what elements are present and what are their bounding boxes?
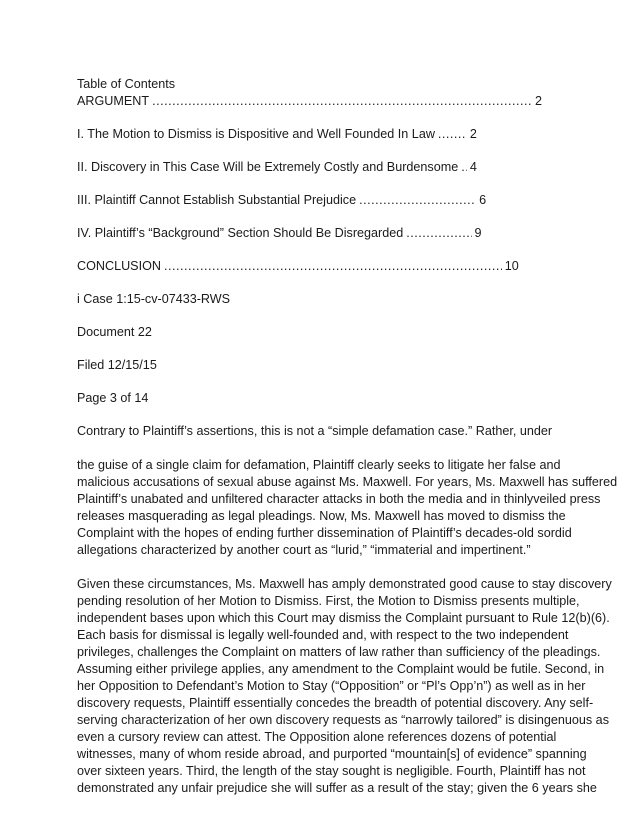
paragraph-line: her Opposition to Defendant’s Motion to Stay (“Opposition” or “Pl’s Opp’n”) as well as in her — [77, 679, 586, 693]
paragraph-2 — [77, 576, 612, 797]
intro-line: Contrary to Plaintiff’s assertions, this is not a “simple defamation case.” Rather, under — [77, 424, 553, 438]
paragraph-line: independent bases upon which this Court may dismiss the Complaint pursuant to Rule 12(b)(6). — [77, 611, 610, 625]
page-count: Page 3 of 14 — [77, 391, 149, 405]
paragraph-line: discovery requests, Plaintiff essentially concedes the breadth of potential discovery. Any self- — [77, 696, 594, 710]
toc-heading: Table of Contents — [77, 77, 176, 91]
toc-entry-title: II. Discovery in This Case Will be Extremely Costly and Burdensome — [77, 160, 459, 174]
paragraph-line: Each basis for dismissal is legally well-founded and, with respect to the two independent — [77, 628, 569, 642]
toc-entry-page: 2 — [469, 127, 477, 141]
toc-entry-page: 2 — [534, 94, 542, 108]
paragraph-line: malicious accusations of sexual abuse against Ms. Maxwell. For years, Ms. Maxwell has suffered — [77, 475, 618, 489]
toc-entry-title: III. Plaintiff Cannot Establish Substantial Prejudice — [77, 193, 357, 207]
paragraph-line: Given these circumstances, Ms. Maxwell has amply demonstrated good cause to stay discovery — [77, 577, 612, 591]
paragraph-line: privileges, challenges the Complaint on matters of law rather than sufficiency of the pleadings. — [77, 645, 601, 659]
toc-leader — [152, 93, 532, 110]
filed-date: Filed 12/15/15 — [77, 358, 157, 372]
toc-entry-title: ARGUMENT — [77, 94, 150, 108]
toc-leader — [164, 258, 502, 275]
toc-leader — [406, 225, 471, 242]
paragraph-line: Plaintiff’s unabated and unfiltered character attacks in both the media and in thinlyveiled press — [77, 492, 601, 506]
toc-leader — [461, 159, 467, 176]
toc-entry-page: 10 — [504, 259, 519, 273]
toc-entry-title: IV. Plaintiff’s “Background” Section Should Be Disregarded — [77, 226, 404, 240]
paragraph-line: witnesses, many of whom reside abroad, and purported “mountain[s] of evidence” spanning — [77, 747, 587, 761]
paragraph-line: Assuming either privilege applies, any amendment to the Complaint would be futile. Second, in — [77, 662, 605, 676]
case-number: i Case 1:15-cv-07433-RWS — [77, 292, 231, 306]
toc-entry-ii — [77, 159, 477, 176]
toc-entry-title: I. The Motion to Dismiss is Dispositive and Well Founded In Law — [77, 127, 435, 141]
toc-leader — [438, 126, 467, 143]
paragraph-line: the guise of a single claim for defamation, Plaintiff clearly seeks to litigate her false and — [77, 458, 561, 472]
paragraph-1 — [77, 457, 618, 559]
toc-entry-conclusion — [77, 258, 519, 275]
paragraph-line: demonstrated any unfair prejudice she will suffer as a result of the stay; given the 6 years she — [77, 781, 597, 795]
document-page — [77, 76, 618, 797]
toc-entry-page: 9 — [474, 226, 482, 240]
toc-entry-page: 6 — [479, 193, 487, 207]
toc-entry-title: CONCLUSION — [77, 259, 161, 273]
toc-entry-iv — [77, 225, 482, 242]
document-number: Document 22 — [77, 325, 152, 339]
paragraph-line: over sixteen years. Third, the length of the stay sought is negligible. Fourth, Plaintiff has not — [77, 764, 586, 778]
paragraph-line: even a cursory review can attest. The Opposition alone references dozens of potential — [77, 730, 557, 744]
paragraph-line: releases masquerading as legal pleadings. Now, Ms. Maxwell has moved to dismiss the — [77, 509, 566, 523]
paragraph-line: allegations characterized by another court as “lurid,” “immaterial and impertinent.” — [77, 543, 531, 557]
paragraph-line: serving characterization of her own discovery requests as “narrowly tailored” is disingenuous as — [77, 713, 609, 727]
toc-leader — [359, 192, 476, 209]
paragraph-line: pending resolution of her Motion to Dismiss. First, the Motion to Dismiss presents multiple, — [77, 594, 580, 608]
toc-entry-i — [77, 126, 477, 143]
toc-entry-page: 4 — [469, 160, 477, 174]
toc-entry-argument — [77, 93, 542, 110]
toc-entry-iii — [77, 192, 486, 209]
paragraph-line: Complaint with the hopes of ending further dissemination of Plaintiff’s decades-old sordid — [77, 526, 572, 540]
